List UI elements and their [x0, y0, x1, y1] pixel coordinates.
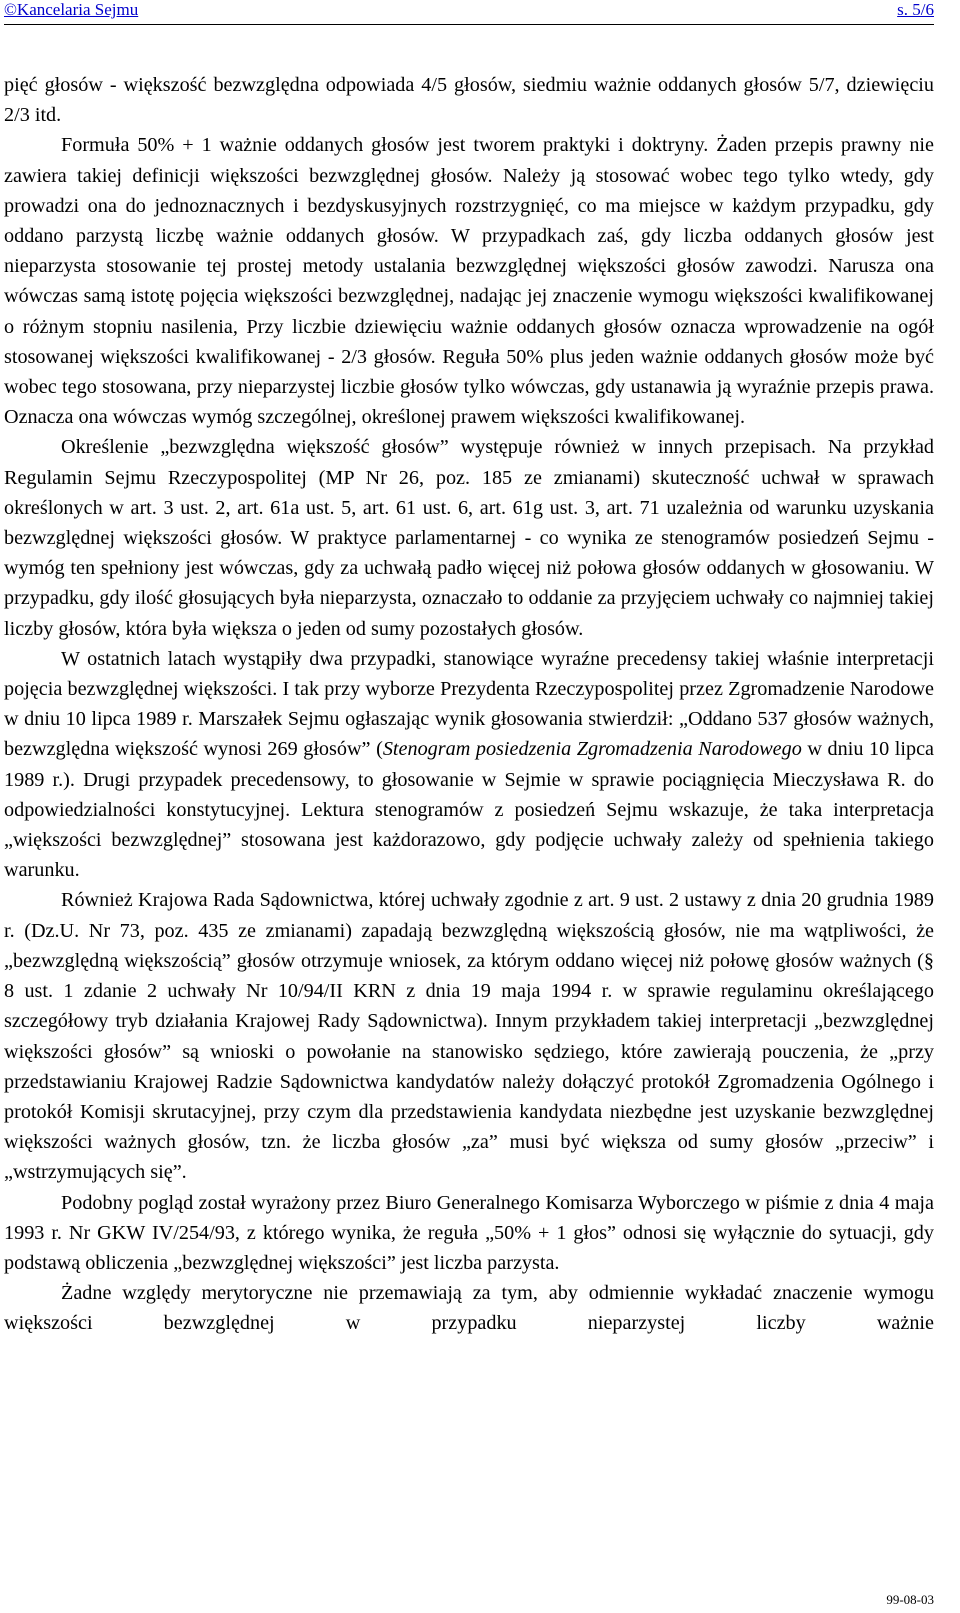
paragraph-4: [4, 644, 934, 886]
page-header: [4, 0, 934, 25]
document-body: [4, 70, 934, 1339]
paragraph-1: pięć głosów - większość bezwzględna odpowiada 4/5 głosów, siedmiu ważnie oddanych głosów 5/7, dziewięciu 2/3 itd.: [4, 74, 934, 127]
page-number-link[interactable]: s. 5/6: [897, 0, 934, 19]
paragraph-3: Określenie „bezwzględna większość głosów” występuje również w innych przepisach. Na przykład Regulamin Sejmu Rzeczypospolitej (MP Nr 26, poz. 185 ze zmianami) skuteczność uchwał w sprawach określonych w art. 3 ust. 2, art. 61a ust. 5, art. 61 ust. 6, art. 61g ust. 3, art. 71 uzależnia od warunku uzyskania bezwzględnej większości głosów. W praktyce parlamentarnej - co wynika ze stenogramów posiedzeń Sejmu - wymóg ten spełniony jest wówczas, gdy za uchwałą padło więcej niż połowa głosów oddanych w głosowaniu. W przypadku, gdy ilość głosujących była nieparzysta, oznaczało to oddanie za przyjęciem uchwały co najmniej takiej liczby głosów, która była większa o jeden od sumy pozostałych głosów.: [4, 436, 934, 640]
paragraph-6: Podobny pogląd został wyrażony przez Biuro Generalnego Komisarza Wyborczego w piśmie z dnia 4 maja 1993 r. Nr GKW IV/254/93, z którego wynika, że reguła „50% + 1 głos” odnosi się wyłącznie do sytuacji, gdy podstawą obliczenia „bezwzględnej większości” jest liczba parzysta.: [4, 1191, 934, 1274]
paragraph-2: Formuła 50% + 1 ważnie oddanych głosów jest tworem praktyki i doktryny. Żaden przepis prawny nie zawiera takiej definicji większości bezwzględnej głosów. Należy ją stosować wobec tego tylko wtedy, gdy prowadzi ona do jednoznacznych i bezdyskusyjnych rozstrzygnięć, co ma miejsce w każdym przypadku, gdy oddano parzystą liczbę ważnie oddanych głosów. W przypadkach zaś, gdy liczba oddanych głosów jest nieparzysta stosowanie tej prostej metody ustalania bezwzględnej większości głosów zawodzi. Narusza ona wówczas samą istotę pojęcia większości bezwzględnej, nadając jej znaczenie wymogu większości kwalifikowanej o różnym stopniu nasilenia, Przy liczbie dziewięciu ważnie oddanych głosów oznacza wprowadzenie na ogół stosowanej większości kwalifikowanej - 2/3 głosów. Reguła 50% plus jeden ważnie oddanych głosów może być wobec tego stosowana, przy nieparzystej liczbie głosów tylko wówczas, gdy ustanawia ją wyraźnie przepis prawa. Oznacza ona wówczas wymóg szczególnej, określonej prawem większości kwalifikowanej.: [4, 134, 934, 429]
paragraph-7: Żadne względy merytoryczne nie przemawiają za tym, aby odmiennie wykładać znaczenie wymogu większości bezwzględnej w przypadku nieparzystej liczby ważnie: [4, 1282, 934, 1335]
paragraph-4-end: w dniu 10 lipca 1989 r.). Drugi przypadek precedensowy, to głosowanie w Sejmie w sprawie pociągnięcia Mieczysława R. do odpowiedzialności konstytucyjnej. Lektura stenogramów z posiedzeń Sejmu wskazuje, że taka interpretacja „większości bezwzględnej” stosowana jest każdorazowo, gdy podjęcie uchwały zależy od spełnienia takiego warunku.: [4, 738, 934, 882]
stenogram-citation: Stenogram posiedzenia Zgromadzenia Narodowego: [382, 738, 802, 761]
copyright-link[interactable]: ©Kancelaria Sejmu: [4, 0, 139, 19]
paragraph-4-start: W ostatnich latach wystąpiły dwa przypadki, stanowiące wyraźne precedensy takiej właśnie interpretacji pojęcia bezwzględnej większości. I tak przy wyborze Prezydenta Rzeczypospolitej przez Zgromadzenie Narodowe w dniu 10 lipca 1989 r. Marszałek Sejmu ogłaszając wynik głosowania stwierdził: „Oddano 537 głosów ważnych, bezwzględna większość wynosi 269 głosów” (: [4, 647, 934, 761]
footer-date: 99-08-03: [886, 1592, 934, 1607]
paragraph-5: Również Krajowa Rada Sądownictwa, której uchwały zgodnie z art. 9 ust. 2 ustawy z dnia 20 grudnia 1989 r. (Dz.U. Nr 73, poz. 435 ze zmianami) zapadają bezwzględną większością głosów, nie ma wątpliwości, że „bezwzględną większością” głosów otrzymuje wniosek, za którym oddano więcej niż połowę głosów ważnych (§ 8 ust. 1 zdanie 2 uchwały Nr 10/94/II KRN z dnia 19 maja 1994 r. w sprawie regulaminu określającego szczegółowy tryb działania Krajowej Rady Sądownictwa). Innym przykładem takiej interpretacji „bezwzględnej większości głosów” są wnioski o powołanie na stanowisko sędziego, które zawierają pouczenia, że „przy przedstawianiu Krajowej Radzie Sądownictwa kandydatów należy dołączyć protokół Zgromadzenia Ogólnego i protokół Komisji skrutacyjnej, przy czym dla przedstawienia kandydata niezbędne jest uzyskanie bezwzględnej większości ważnych głosów, tzn. że liczba głosów „za” musi być większa od sumy głosów „przeciw” i „wstrzymujących się”.: [4, 889, 934, 1184]
